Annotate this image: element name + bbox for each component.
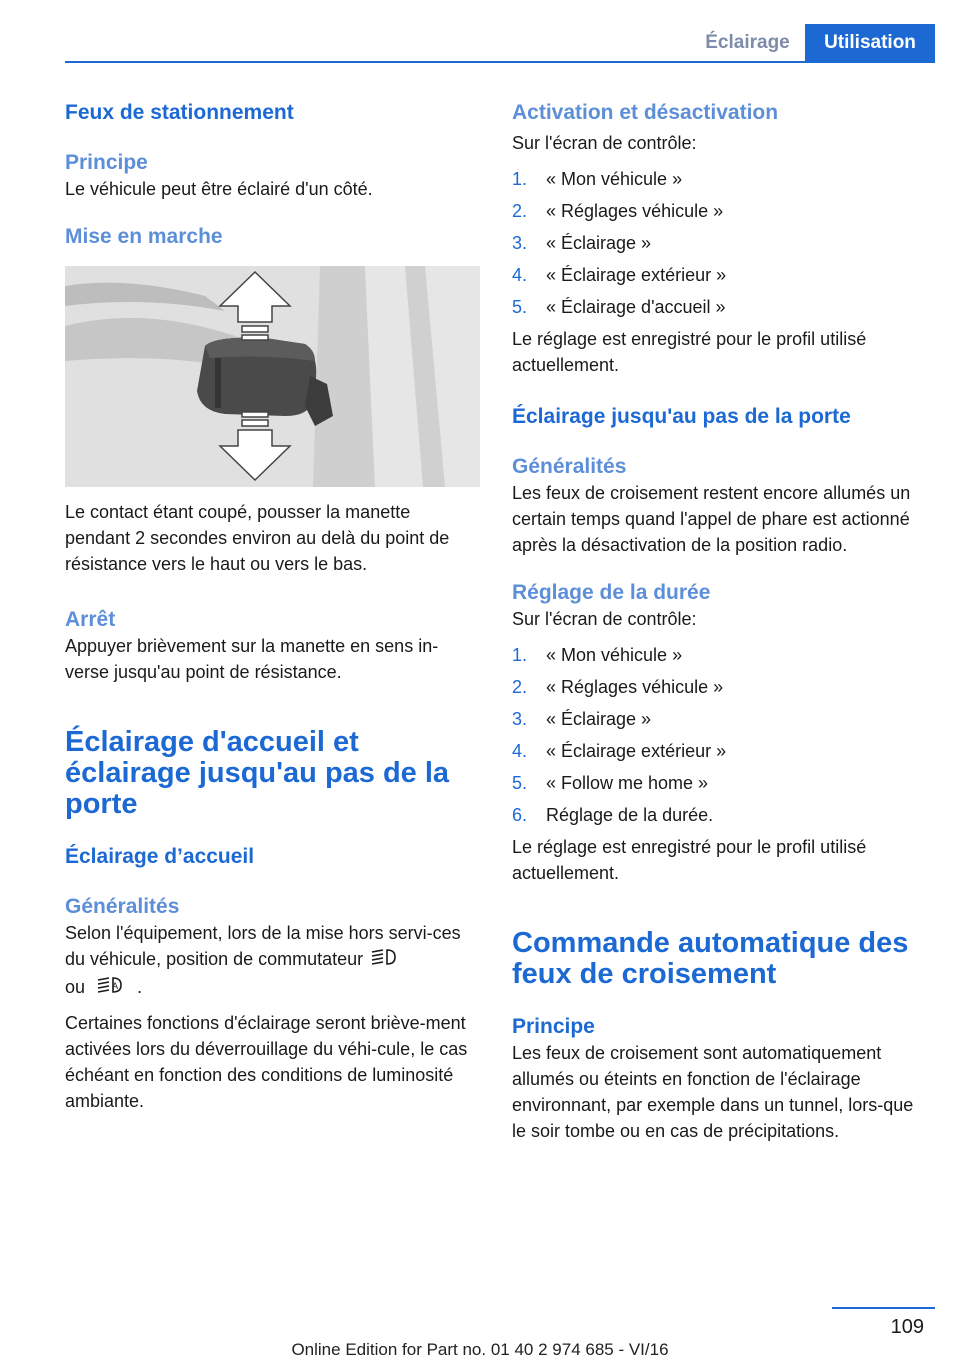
list-item [512, 166, 932, 192]
automatic-headlight-icon [96, 975, 126, 1002]
activation-outro: Le réglage est enregistré pour le profil utilisé actuellement. [512, 329, 867, 375]
list-item-number: 3. [512, 233, 528, 253]
footer-divider [832, 1307, 935, 1309]
list-item-text: « Réglages véhicule » [546, 677, 724, 697]
auto-principle-heading: Principe [512, 1015, 595, 1038]
svg-text:A: A [112, 981, 119, 992]
duration-outro: Le réglage est enregistré pour le profil utilisé actuellement. [512, 837, 867, 883]
list-item-number: 3. [512, 709, 528, 729]
switch-on-text: Le contact étant coupé, pousser la manette pendant 2 secondes environ au delà du point de résistance vers le haut ou vers le bas. [65, 502, 450, 574]
auto-principle-text: Les feux de croisement sont automatiquement allumés ou éteints en fonction de l'éclairage environnant, par exemple dans un tunnel, lors-que le soir tombe ou en cas de précipitations. [512, 1043, 914, 1141]
duration-intro: Sur l'écran de contrôle: [512, 609, 697, 629]
general-text-end: . [137, 976, 143, 997]
list-item-number: 4. [512, 741, 528, 761]
list-item-number: 1. [512, 645, 528, 665]
pathway-general-text: Les feux de croisement restent encore allumés un certain temps quand l'appel de phare est actionné après la désactivation de la position radio. [512, 483, 911, 555]
welcome-light-heading: Éclairage d’accueil [65, 845, 255, 868]
list-item-number: 2. [512, 201, 528, 221]
switch-on-heading: Mise en marche [65, 225, 223, 248]
list-item [512, 198, 932, 224]
principle-heading: Principe [65, 151, 148, 174]
duration-heading: Réglage de la durée [512, 581, 711, 604]
list-item-number: 1. [512, 169, 528, 189]
list-item-text: « Mon véhicule » [546, 169, 683, 189]
page-number: 109 [890, 1316, 924, 1338]
list-item [512, 802, 932, 828]
list-item-number: 4. [512, 265, 528, 285]
parking-lights-heading: Feux de stationnement [65, 101, 294, 124]
list-item-text: « Éclairage » [546, 709, 652, 729]
activation-steps [512, 166, 932, 320]
list-item [512, 674, 932, 700]
auto-low-beam-heading: Commande automatique des feux de croisement [512, 927, 909, 990]
chapter-tab[interactable]: Utilisation [805, 24, 935, 62]
list-item [512, 738, 932, 764]
section-tab[interactable]: Éclairage [705, 32, 790, 53]
list-item [512, 642, 932, 668]
list-item-number: 5. [512, 773, 528, 793]
lever-photo [65, 266, 480, 487]
general-text-or: ou [65, 976, 86, 997]
header-divider [65, 61, 935, 63]
list-item-text: « Éclairage extérieur » [546, 741, 727, 761]
pathway-general-heading: Généralités [512, 455, 627, 478]
list-item-number: 5. [512, 297, 528, 317]
pathway-heading: Éclairage jusqu'au pas de la porte [512, 405, 851, 428]
list-item [512, 770, 932, 796]
list-item-text: « Mon véhicule » [546, 645, 683, 665]
welcome-pathway-heading: Éclairage d'accueil et éclairage jusqu'au pas de la porte [65, 726, 450, 820]
duration-steps [512, 642, 932, 828]
list-item [512, 294, 932, 320]
principle-text: Le véhicule peut être éclairé d'un côté. [65, 179, 373, 199]
activation-heading: Activation et désactivation [512, 101, 779, 124]
list-item-text: Réglage de la durée. [546, 805, 714, 825]
edition-info: Online Edition for Part no. 01 40 2 974 685 - VI/16 [291, 1340, 669, 1359]
stop-text: Appuyer brièvement sur la manette en sens in-verse jusqu'au point de résistance. [65, 636, 439, 682]
list-item-number: 6. [512, 805, 528, 825]
general-text-2: Certaines fonctions d'éclairage seront briève-ment activées lors du déverrouillage du véhi-cule, le cas échéant en fonction des conditions de luminosité ambiante. [65, 1012, 468, 1111]
low-beam-icon [368, 947, 398, 974]
list-item-text: « Follow me home » [546, 773, 709, 793]
list-item [512, 230, 932, 256]
stop-heading: Arrêt [65, 608, 116, 631]
list-item-text: « Réglages véhicule » [546, 201, 724, 221]
list-item-text: « Éclairage extérieur » [546, 265, 727, 285]
activation-intro: Sur l'écran de contrôle: [512, 133, 697, 153]
general-text-1 [65, 920, 480, 1002]
list-item [512, 706, 932, 732]
list-item-text: « Éclairage d'accueil » [546, 297, 726, 317]
right-column [512, 100, 932, 1144]
general-text-lead: Selon l'équipement, lors de la mise hors servi-ces du véhicule, position de commutateur [65, 923, 461, 969]
list-item [512, 262, 932, 288]
left-column [65, 100, 480, 1114]
list-item-number: 2. [512, 677, 528, 697]
general-heading: Généralités [65, 895, 180, 918]
list-item-text: « Éclairage » [546, 233, 652, 253]
header-tabs [690, 24, 935, 62]
